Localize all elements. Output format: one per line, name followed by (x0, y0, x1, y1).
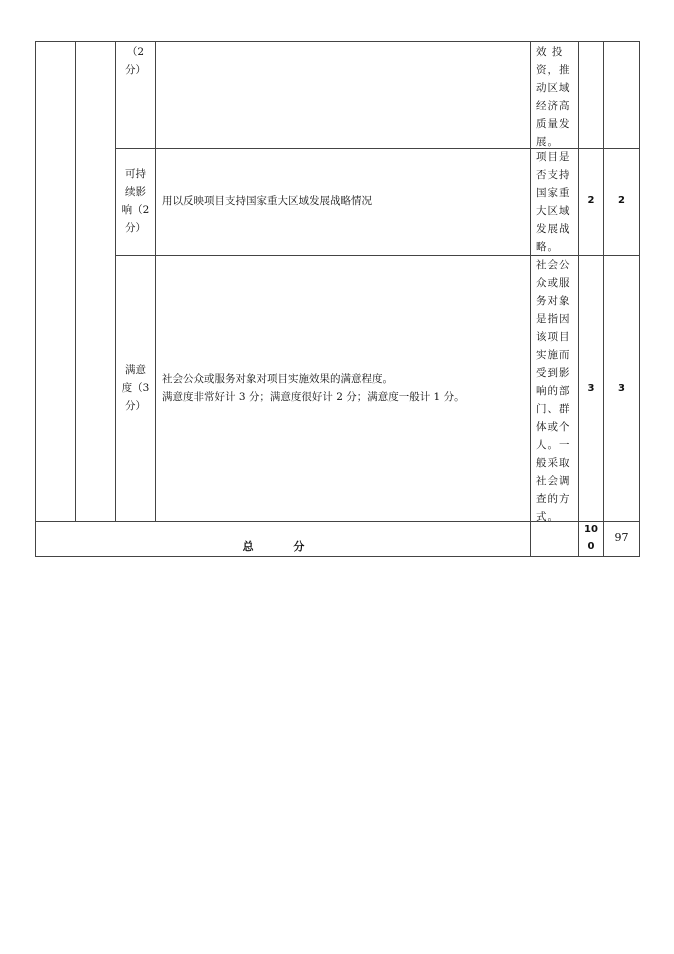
row2-indicator: 可持 续影 响（2 分） (121, 168, 150, 234)
border-col6 (603, 41, 604, 557)
total-label: 总 分 (242, 540, 323, 553)
border-col5 (578, 41, 579, 557)
row1-explanation: 效 投 资，推 动区域 经济高 质量发 展。 (536, 46, 571, 148)
row3-score: 3 (618, 383, 625, 394)
row2-weight: 2 (587, 195, 595, 206)
total-score: 97 (614, 531, 629, 544)
border-col2 (115, 41, 116, 521)
row2-description: 用以反映项目支持国家重大区域发展战略情况 (162, 195, 372, 207)
border-col1 (75, 41, 76, 521)
border-bottom (35, 556, 640, 557)
row3-weight: 3 (587, 383, 595, 394)
border-left (35, 41, 36, 557)
border-top (35, 41, 640, 42)
row3-indicator: 满意 度（3 分） (121, 364, 150, 412)
row2-explanation: 项目是 否支持 国家重 大区域 发展战 略。 (536, 151, 571, 253)
evaluation-table (35, 41, 640, 557)
row2-score: 2 (618, 195, 625, 206)
row3-description: 社会公众或服务对象对项目实施效果的满意程度。 满意度非常好计 3 分；满意度很好计 2 分；满意度一般计 1 分。 (162, 373, 465, 403)
border-col3 (155, 41, 156, 521)
row1-indicator: （2 分） (125, 46, 146, 76)
row3-explanation: 社会公 众或服 务对象 是指因 该项目 实施而 受到影 响的部 门、群 体或个 人。一 般采取 社会调 查的方 式。 (536, 259, 571, 523)
total-weight: 10 0 (584, 524, 598, 552)
border-right (639, 41, 640, 557)
